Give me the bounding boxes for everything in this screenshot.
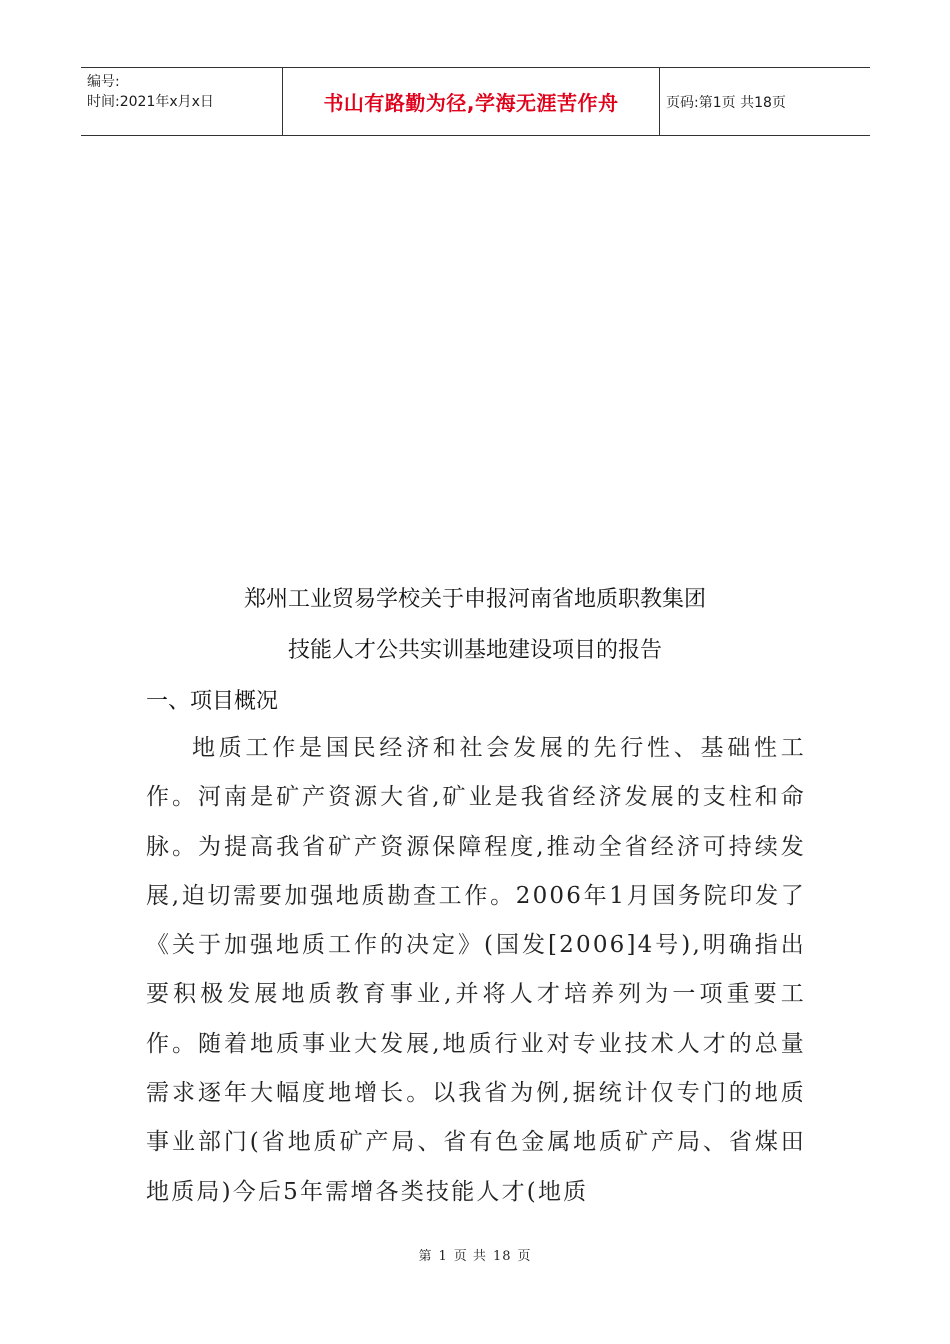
header-motto: 书山有路勤为径,学海无涯苦作舟 xyxy=(283,68,660,135)
document-title-line-2: 技能人才公共实训基地建设项目的报告 xyxy=(287,638,662,663)
header-page-info: 页码:第1页 共18页 xyxy=(666,94,786,111)
page-footer xyxy=(0,1245,950,1264)
footer-prefix: 第 xyxy=(418,1249,433,1264)
footer-suffix: 页 xyxy=(517,1249,532,1264)
header-meta xyxy=(81,68,283,135)
document-title-line-1: 郑州工业贸易学校关于申报河南省地质职教集团 xyxy=(243,587,706,612)
section-heading: 一、项目概况 xyxy=(146,689,279,714)
document-number-label: 编号: xyxy=(87,74,120,90)
footer-middle: 页 共 xyxy=(453,1249,487,1264)
body-paragraph: 地质工作是国民经济和社会发展的先行性、基础性工作。河南是矿产资源大省,矿业是我省经济发展的支柱和命脉。为提高我省矿产资源保障程度,推动全省经济可持续发展,迫切需要加强地质勘查工作。2006年1月国务院印发了《关于加强地质工作的决定》(国发[2006]4号),明确指出要积极发展地质教育事业,并将人才培养列为一项重要工作。随着地质事业大发展,地质行业对专业技术人才的总量需求逐年大幅度地增长。以我省为例,据统计仅专门的地质事业部门(省地质矿产局、省有色金属地质矿产局、省煤田地质局)今后5年需增各类技能人才(地质 xyxy=(146,735,806,1205)
footer-total-pages: 18 xyxy=(492,1249,512,1264)
footer-current-page: 1 xyxy=(438,1249,448,1264)
document-time-label: 时间:2021年x月x日 xyxy=(87,94,214,110)
document-header xyxy=(81,67,870,136)
